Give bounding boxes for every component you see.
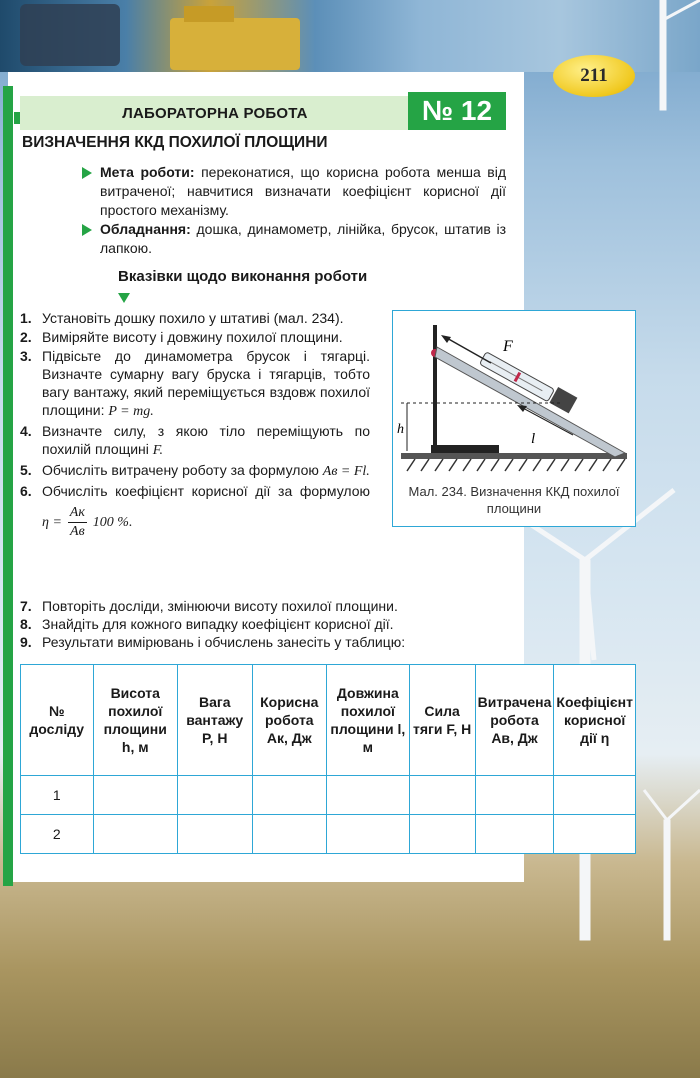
col-header: Сила тяги F, Н xyxy=(409,665,475,776)
step-text: Виміряйте висоту і довжину похилої площини. xyxy=(42,329,343,345)
arrow-head xyxy=(441,335,451,343)
list-item xyxy=(20,309,370,327)
label-F: F xyxy=(503,338,513,355)
goal-label: Мета роботи: xyxy=(100,164,195,180)
list-item xyxy=(20,598,490,615)
col-header: Витрачена робота Aв, Дж xyxy=(475,665,554,776)
label-h: h xyxy=(397,422,404,437)
step-number: 1. xyxy=(20,310,32,326)
step-number: 9. xyxy=(20,634,32,650)
figure-234 xyxy=(392,310,636,527)
ground xyxy=(401,453,627,459)
table-row xyxy=(21,776,636,815)
equipment-paragraph xyxy=(100,220,506,258)
table-cell xyxy=(252,776,327,815)
table-cell xyxy=(252,815,327,854)
steps-list xyxy=(20,309,370,542)
figure-caption: Мал. 234. Визначення ККД похилої площини xyxy=(408,484,620,516)
table-cell xyxy=(475,776,554,815)
step-text: Повторіть досліди, змінюючи висоту похилої площини. xyxy=(42,598,398,614)
formula-suffix: 100 %. xyxy=(92,515,133,531)
bulldozer-photo xyxy=(170,18,300,70)
col-header: Вага вантажу P, Н xyxy=(177,665,252,776)
lab-number-badge: № 12 xyxy=(408,92,506,130)
step-number: 5. xyxy=(20,462,32,478)
table-cell xyxy=(327,776,409,815)
page-title: ВИЗНАЧЕННЯ ККД ПОХИЛОЇ ПЛОЩИНИ xyxy=(22,134,328,151)
table-cell xyxy=(177,815,252,854)
table-cell xyxy=(409,815,475,854)
bullet-triangle-icon xyxy=(82,224,92,236)
steps-list-continued xyxy=(20,598,490,652)
table-cell xyxy=(93,776,177,815)
step-text: Установіть дошку похило у штативі (мал. 234). xyxy=(42,310,344,326)
step-text: Результати вимірювань і обчислень занесіть у таблицю: xyxy=(42,634,406,650)
machine-photo xyxy=(20,4,120,66)
inclined-board xyxy=(435,347,625,457)
table-cell: 2 xyxy=(21,815,94,854)
step-number: 6. xyxy=(20,483,32,499)
table-cell xyxy=(475,815,554,854)
step-number: 3. xyxy=(20,348,32,364)
formula: F. xyxy=(152,443,164,458)
formula: P = mg. xyxy=(108,404,154,419)
list-item xyxy=(20,328,370,346)
step-text: Знайдіть для кожного випадку коефіцієнт корисної дії. xyxy=(42,616,394,632)
step-text: Обчисліть витрачену роботу за формулою xyxy=(42,462,319,478)
fraction-denominator: Aв xyxy=(70,524,85,539)
step-text: Підвісьте до динамометра брусок і тягарці. Визначте сумарну вагу бруска і тягарців, тобто вагу вантажу, який переміщується вздовж похилої площини: xyxy=(42,348,370,418)
inclined-plane-diagram xyxy=(393,311,635,481)
step-number: 7. xyxy=(20,598,32,614)
step-number: 2. xyxy=(20,329,32,345)
list-item xyxy=(20,422,370,460)
results-table xyxy=(20,664,636,854)
down-triangle-icon xyxy=(118,293,130,303)
table-cell xyxy=(409,776,475,815)
bullet-triangle-icon xyxy=(82,167,92,179)
formula: Aв = Fl. xyxy=(322,464,370,479)
ground-hatch xyxy=(407,459,625,471)
col-header: Висота похилої площини h, м xyxy=(93,665,177,776)
table-cell xyxy=(554,776,636,815)
table-cell: 1 xyxy=(21,776,94,815)
list-item xyxy=(20,461,370,481)
arrow-head xyxy=(517,405,527,412)
instructions-heading: Вказівки щодо виконання роботи xyxy=(118,268,368,285)
list-item xyxy=(20,634,490,651)
equipment-text: дошка, динамометр, лінійка, брусок, штатив із лапкою. xyxy=(100,221,507,256)
lab-work-label: ЛАБОРАТОРНА РОБОТА xyxy=(20,96,410,130)
fraction-numerator: Aк xyxy=(68,504,87,523)
table-cell xyxy=(93,815,177,854)
list-item xyxy=(20,482,370,541)
step-number: 8. xyxy=(20,616,32,632)
goal-paragraph xyxy=(100,163,506,220)
step-text: Визначте силу, з якою тіло переміщують по похилій площині xyxy=(42,423,370,457)
table-cell xyxy=(554,815,636,854)
list-item xyxy=(20,616,490,633)
table-cell xyxy=(327,815,409,854)
formula-prefix: η = xyxy=(42,515,62,531)
list-item xyxy=(20,347,370,421)
step-number: 4. xyxy=(20,423,32,439)
wind-turbines-illustration xyxy=(524,0,700,1078)
stand-base xyxy=(431,445,499,453)
label-l: l xyxy=(531,431,536,447)
equipment-label: Обладнання: xyxy=(100,221,191,237)
col-header: № досліду xyxy=(21,665,94,776)
table-cell xyxy=(177,776,252,815)
page-number: 211 xyxy=(553,55,635,97)
goal-text: переконатися, що корисна робота менша від витраченої; навчитися визначати коефіцієнт корисної дії простого механізму. xyxy=(100,164,507,218)
col-header: Корисна робота Aк, Дж xyxy=(252,665,327,776)
table-row xyxy=(21,815,636,854)
step-text: Обчисліть коефіцієнт корисної дії за формулою xyxy=(42,483,370,499)
green-side-bar xyxy=(3,86,13,886)
col-header: Коефіцієнт корисної дії η xyxy=(554,665,636,776)
table-header-row xyxy=(21,665,636,776)
col-header: Довжина похилої площини l, м xyxy=(327,665,409,776)
stand-rod xyxy=(433,325,437,447)
formula-fraction xyxy=(68,504,87,541)
